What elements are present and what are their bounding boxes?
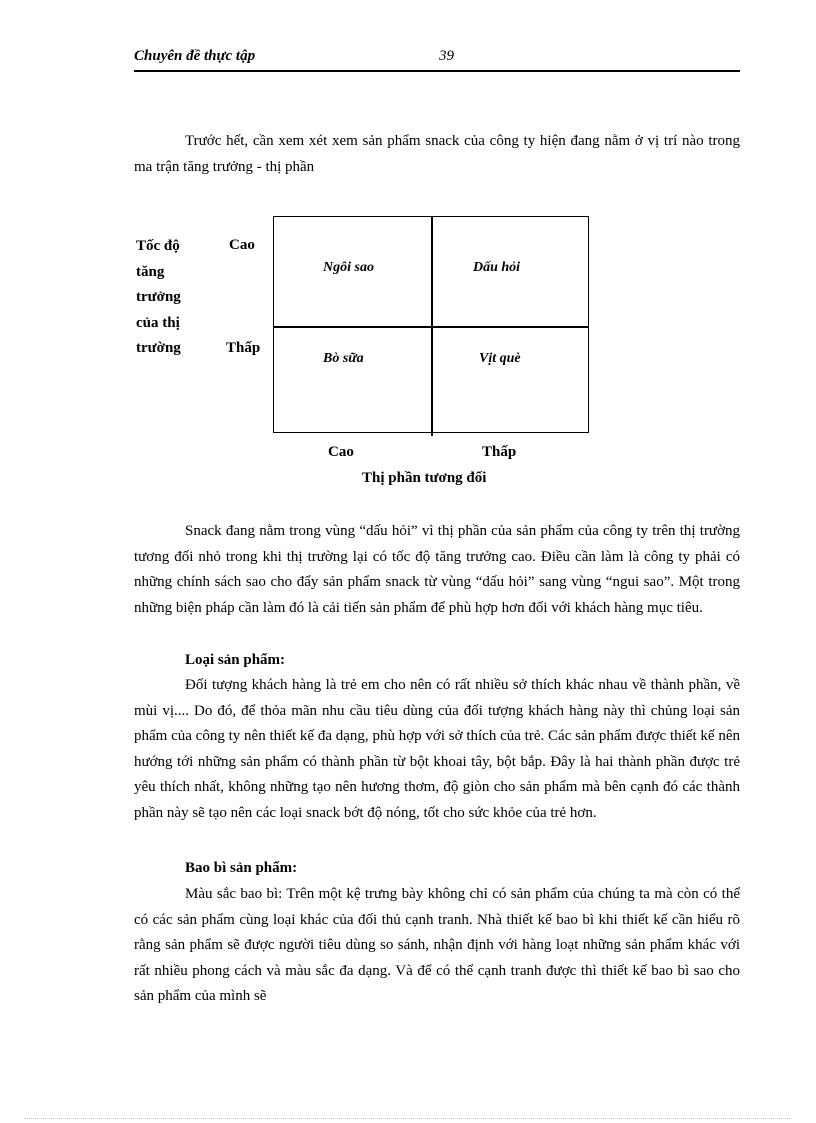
page-header <box>134 48 740 72</box>
page-bottom-divider <box>24 1118 792 1119</box>
header-title: Chuyên đề thực tập <box>134 48 256 64</box>
cell-dog: Vịt què <box>479 351 521 366</box>
y-axis-title-line: tăng <box>136 263 165 280</box>
heading-packaging: Bao bì sản phẩm: <box>185 860 298 876</box>
y-high-label: Cao <box>229 237 255 253</box>
y-axis-title-line: của thị <box>136 314 180 331</box>
x-low-label: Thấp <box>482 444 517 460</box>
heading-product-type: Loại sản phẩm: <box>185 652 286 668</box>
intro-paragraph: Trước hết, cần xem xét xem sản phẩm snack của công ty hiện đang nằm ở vị trí nào trong ma trận tăng trưởng - thị phần <box>134 133 740 175</box>
y-axis-title-line: Tốc độ <box>136 238 180 254</box>
y-axis-title-line: trưởng <box>136 289 181 305</box>
paragraph-product-type: Đối tượng khách hàng là trẻ em cho nên có rất nhiều sở thích khác nhau về thành phần, về mùi vị.... Do đó, để thỏa mãn nhu cầu tiêu dùng của đối tượng khách hàng này thì chủng loại sản phẩm của công ty nên thiết kế đa dạng, phù hợp với sở thích của trẻ. Các sản phẩm được thiết kế nên hướng tới những sản phẩm có thành phần từ bột khoai tây, bột bắp. Đây là hai thành phần được trẻ yêu thích nhất, không những tạo nên hương thơm, độ giòn cho sản phẩm mà bên cạnh đó các thành phần này sẽ tạo nên các loại snack bớt độ nóng, tốt cho sức khỏe của trẻ hơn. <box>134 677 740 821</box>
cell-question-mark: Dấu hỏi <box>473 260 521 275</box>
cell-star: Ngôi sao <box>323 260 374 275</box>
x-axis-title: Thị phần tương đối <box>362 470 487 486</box>
matrix-horizontal-divider <box>273 326 589 328</box>
x-high-label: Cao <box>328 444 354 460</box>
page-number: 39 <box>439 48 454 64</box>
y-axis-title <box>136 234 181 362</box>
cell-cash-cow: Bò sữa <box>323 351 364 366</box>
y-axis-title-line: trường <box>136 340 181 356</box>
y-low-label: Thấp <box>226 340 261 356</box>
paragraph-packaging: Màu sắc bao bì: Trên một kệ trưng bày không chỉ có sản phẩm của chúng ta mà còn có thể có các sản phẩm cùng loại khác của đối thủ cạnh tranh. Nhà thiết kế bao bì khi thiết kế cần hiểu rõ rằng sản phẩm sẽ được người tiêu dùng so sánh, nhận định với hàng loạt những sản phẩm khác với rất nhiều phong cách và màu sắc đa dạng. Và để có thể cạnh tranh được thì thiết kế bao bì sao cho sản phẩm của mình sẽ <box>134 886 740 1004</box>
paragraph-question-mark: Snack đang nằm trong vùng “dấu hỏi” vì thị phần của sản phẩm của công ty trên thị trường tương đối nhỏ trong khi thị trường lại có tốc độ tăng trưởng cao. Điều cần làm là công ty phải có những chính sách sao cho đẩy sản phẩm snack từ vùng “dấu hỏi” sang vùng “ngui sao”. Một trong những biện pháp cần làm đó là cải tiến sản phẩm để phù hợp hơn đối với khách hàng mục tiêu. <box>134 523 740 616</box>
